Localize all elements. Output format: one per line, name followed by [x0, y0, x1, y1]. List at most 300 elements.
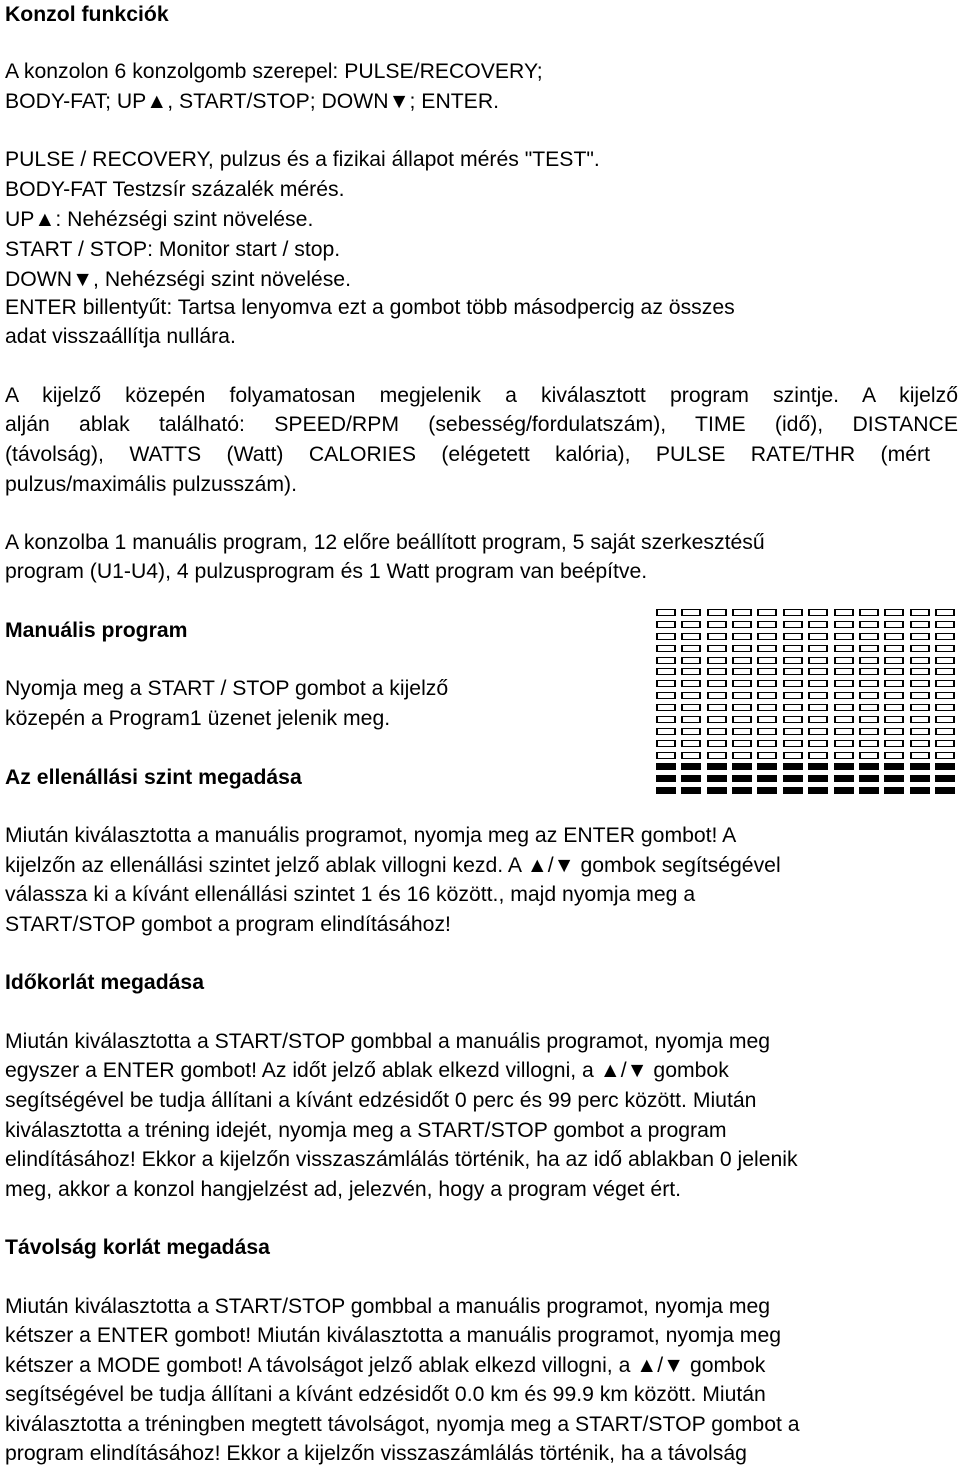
function-pulse: PULSE / RECOVERY, pulzus és a fizikai állapot mérés "TEST". [5, 148, 600, 171]
level-bar-hollow [937, 693, 953, 698]
level-bar-hollow [658, 610, 674, 615]
level-bar-hollow [759, 646, 775, 651]
level-bar-segment [707, 704, 727, 711]
level-bar-hollow [709, 753, 725, 758]
level-bar-segment [707, 763, 727, 770]
level-bar-segment [707, 657, 727, 664]
level-bar-hollow [861, 681, 877, 686]
level-bar-segment [707, 668, 727, 675]
level-bar-segment [808, 787, 828, 794]
level-bar-segment [834, 716, 854, 723]
level-bar-segment [834, 680, 854, 687]
level-bar-segment [681, 609, 701, 616]
level-bar-hollow [912, 741, 928, 746]
level-bar-hollow [937, 741, 953, 746]
level-bar-hollow [709, 658, 725, 663]
level-bar-segment [834, 609, 854, 616]
level-bar-segment [783, 728, 803, 735]
level-bar-segment [808, 692, 828, 699]
level-bar-hollow [861, 741, 877, 746]
level-bar-segment [859, 752, 879, 759]
level-bar-segment [910, 692, 930, 699]
level-bar-segment [935, 787, 955, 794]
level-bar-hollow [734, 610, 750, 615]
level-bar-hollow [912, 658, 928, 663]
level-bar-hollow [810, 622, 826, 627]
level-bar-hollow [734, 717, 750, 722]
level-bar-segment [859, 680, 879, 687]
level-bar-segment [910, 787, 930, 794]
level-bar-hollow [836, 681, 852, 686]
level-bar-hollow [861, 753, 877, 758]
level-bar-segment [859, 633, 879, 640]
level-bar-segment [884, 704, 904, 711]
level-bar-segment [834, 692, 854, 699]
level-bar-segment [935, 680, 955, 687]
level-bar-segment [757, 692, 777, 699]
level-bar-hollow [658, 705, 674, 710]
level-bar-hollow [658, 634, 674, 639]
level-bar-hollow [683, 610, 699, 615]
distance-limit-line-1: Miután kiválasztotta a START/STOP gombbal a manuális programot, nyomja meg [5, 1295, 771, 1318]
level-bar-hollow [683, 693, 699, 698]
level-bar-hollow [886, 646, 902, 651]
level-bar-segment [783, 645, 803, 652]
level-bar-hollow [836, 717, 852, 722]
level-bar-segment [884, 609, 904, 616]
level-bar-segment [757, 633, 777, 640]
level-bar-segment [656, 668, 676, 675]
display-para-line-2: alján ablak található: SPEED/RPM (sebesség/fordulatszám), TIME (idő), DISTANCE [5, 413, 958, 436]
level-bar-hollow [683, 741, 699, 746]
level-bar-segment [707, 633, 727, 640]
time-limit-line-3: segítségével be tudja állítani a kívánt edzésidőt 0 perc és 99 perc között. Miután [5, 1089, 757, 1112]
level-bar-hollow [785, 622, 801, 627]
level-bar-segment [783, 787, 803, 794]
level-bar-hollow [658, 729, 674, 734]
level-bar-hollow [734, 681, 750, 686]
level-bar-segment [732, 763, 752, 770]
level-bar-segment [859, 657, 879, 664]
level-bar-hollow [886, 693, 902, 698]
level-bar-segment [681, 728, 701, 735]
level-bar-hollow [861, 658, 877, 663]
level-bar-hollow [810, 729, 826, 734]
level-bar-hollow [861, 622, 877, 627]
level-bar-segment [884, 645, 904, 652]
level-bar-segment [808, 763, 828, 770]
level-bar-segment [732, 740, 752, 747]
level-bar-hollow [810, 717, 826, 722]
level-bar-hollow [836, 741, 852, 746]
level-bar-segment [808, 680, 828, 687]
resistance-heading: Az ellenállási szint megadása [5, 766, 302, 789]
manual-line-2: közepén a Program1 üzenet jelenik meg. [5, 707, 391, 730]
level-bar-segment [681, 657, 701, 664]
level-bar-hollow [836, 646, 852, 651]
level-bar-segment [935, 763, 955, 770]
level-bar-hollow [759, 610, 775, 615]
function-enter-cont: adat visszaállítja nullára. [5, 325, 236, 348]
level-bar-segment [757, 787, 777, 794]
level-bar-hollow [836, 669, 852, 674]
level-bar-hollow [912, 705, 928, 710]
level-bar-hollow [785, 610, 801, 615]
display-para-line-3: (távolság), WATTS (Watt) CALORIES (elégetett kalória), PULSE RATE/THR (mért [5, 443, 930, 466]
level-bar-segment [935, 740, 955, 747]
level-bar-hollow [785, 658, 801, 663]
level-bar-segment [910, 716, 930, 723]
level-bar-segment [808, 704, 828, 711]
level-bar-segment [681, 668, 701, 675]
level-bar-hollow [658, 669, 674, 674]
level-bar-segment [757, 716, 777, 723]
level-bar-hollow [937, 622, 953, 627]
level-bar-hollow [836, 705, 852, 710]
level-bar-segment [656, 692, 676, 699]
level-bar-hollow [658, 741, 674, 746]
level-bar-segment [681, 692, 701, 699]
level-bar-hollow [709, 717, 725, 722]
level-bar-segment [834, 704, 854, 711]
level-bar-segment [757, 657, 777, 664]
level-bar-segment [681, 716, 701, 723]
level-bar-segment [859, 692, 879, 699]
level-bar-hollow [886, 669, 902, 674]
resistance-line-4: START/STOP gombot a program elindításához! [5, 913, 451, 936]
level-bar-segment [884, 633, 904, 640]
level-bar-hollow [709, 705, 725, 710]
level-bar-hollow [861, 646, 877, 651]
level-bar-segment [808, 621, 828, 628]
level-bar-hollow [886, 717, 902, 722]
level-bar-segment [656, 787, 676, 794]
level-bar-segment [834, 621, 854, 628]
level-bar-segment [884, 621, 904, 628]
level-bar-segment [681, 645, 701, 652]
level-bar-segment [859, 716, 879, 723]
level-bar-segment [732, 621, 752, 628]
level-bar-segment [707, 621, 727, 628]
level-bar-hollow [810, 705, 826, 710]
level-bar-hollow [734, 753, 750, 758]
level-bar-segment [757, 752, 777, 759]
level-bar-segment [834, 752, 854, 759]
level-bar-hollow [683, 705, 699, 710]
level-bar-hollow [912, 729, 928, 734]
level-bar-segment [732, 668, 752, 675]
level-bar-hollow [734, 622, 750, 627]
resistance-line-2: kijelzőn az ellenállási szintet jelző ablak villogni kezd. A ▲/▼ gombok segítségével [5, 854, 781, 877]
level-bar-segment [681, 740, 701, 747]
level-bar-hollow [709, 669, 725, 674]
intro-line-2: BODY-FAT; UP▲, START/STOP; DOWN▼; ENTER. [5, 90, 500, 113]
intro-line-1: A konzolon 6 konzolgomb szerepel: PULSE/RECOVERY; [5, 60, 543, 83]
manual-line-1: Nyomja meg a START / STOP gombot a kijelző [5, 677, 449, 700]
time-limit-line-5: elindításához! Ekkor a kijelzőn visszaszámlálás történik, ha az idő ablakban 0 jelenik [5, 1148, 798, 1171]
level-bar-segment [859, 668, 879, 675]
level-bar-hollow [810, 634, 826, 639]
level-bar-hollow [709, 610, 725, 615]
level-bar-segment [783, 657, 803, 664]
resistance-line-1: Miután kiválasztotta a manuális programot, nyomja meg az ENTER gombot! A [5, 824, 737, 847]
time-limit-line-1: Miután kiválasztotta a START/STOP gombbal a manuális programot, nyomja meg [5, 1030, 771, 1053]
level-bar-segment [732, 775, 752, 782]
level-bar-segment [910, 668, 930, 675]
level-bar-hollow [709, 634, 725, 639]
level-bar-segment [757, 704, 777, 711]
level-bar-segment [656, 763, 676, 770]
level-bar-segment [783, 668, 803, 675]
level-bar-hollow [734, 705, 750, 710]
level-bar-segment [656, 716, 676, 723]
level-bar-segment [732, 645, 752, 652]
level-bar-segment [783, 775, 803, 782]
function-down: DOWN▼, Nehézségi szint növelése. [5, 268, 351, 291]
level-bar-segment [884, 680, 904, 687]
level-bar-hollow [759, 669, 775, 674]
level-bar-hollow [937, 634, 953, 639]
level-bar-hollow [785, 729, 801, 734]
level-bar-segment [681, 752, 701, 759]
level-bar-hollow [861, 634, 877, 639]
level-bar-hollow [861, 729, 877, 734]
level-bar-segment [808, 657, 828, 664]
level-bar-segment [859, 704, 879, 711]
level-bar-segment [757, 621, 777, 628]
level-bar-segment [783, 704, 803, 711]
level-bar-hollow [886, 741, 902, 746]
level-bar-segment [935, 668, 955, 675]
level-bar-hollow [912, 610, 928, 615]
level-bar-segment [935, 633, 955, 640]
level-bar-hollow [937, 610, 953, 615]
level-bar-hollow [810, 693, 826, 698]
level-bar-hollow [658, 622, 674, 627]
level-bar-hollow [683, 729, 699, 734]
level-display-image [653, 609, 958, 799]
level-bar-segment [707, 775, 727, 782]
level-bar-segment [910, 633, 930, 640]
level-bar-segment [656, 740, 676, 747]
level-bar-segment [681, 787, 701, 794]
level-bar-hollow [759, 622, 775, 627]
level-bar-segment [834, 668, 854, 675]
level-bar-hollow [785, 753, 801, 758]
level-bar-segment [935, 775, 955, 782]
level-bar-segment [859, 763, 879, 770]
level-bar-hollow [759, 741, 775, 746]
level-bar-hollow [759, 753, 775, 758]
level-bar-hollow [836, 658, 852, 663]
function-start-stop: START / STOP: Monitor start / stop. [5, 238, 341, 261]
level-bar-hollow [836, 634, 852, 639]
level-bar-segment [834, 728, 854, 735]
level-bar-segment [783, 692, 803, 699]
display-para-line-4: pulzus/maximális pulzusszám). [5, 473, 298, 496]
level-bar-hollow [709, 729, 725, 734]
time-limit-line-2: egyszer a ENTER gombot! Az időt jelző ablak elkezd villogni, a ▲/▼ gombok [5, 1059, 729, 1082]
level-bar-hollow [709, 693, 725, 698]
level-bar-segment [732, 704, 752, 711]
level-bar-segment [656, 752, 676, 759]
level-bar-segment [935, 645, 955, 652]
level-bar-hollow [759, 681, 775, 686]
level-bar-segment [783, 680, 803, 687]
time-limit-heading: Időkorlát megadása [5, 971, 204, 994]
level-bar-hollow [937, 681, 953, 686]
level-bar-segment [808, 740, 828, 747]
level-bar-segment [783, 716, 803, 723]
distance-limit-heading: Távolság korlát megadása [5, 1236, 270, 1259]
distance-limit-line-5: kiválasztotta a tréningben megtett távolságot, nyomja meg a START/STOP gombot a [5, 1413, 800, 1436]
level-bar-segment [656, 657, 676, 664]
level-bar-segment [834, 775, 854, 782]
level-bar-hollow [683, 717, 699, 722]
level-bar-segment [935, 704, 955, 711]
level-bar-segment [884, 787, 904, 794]
level-bar-segment [757, 609, 777, 616]
programs-para-line-1: A konzolba 1 manuális program, 12 előre beállított program, 5 saját szerkesztésű [5, 531, 765, 554]
level-bar-segment [910, 775, 930, 782]
level-bar-hollow [861, 693, 877, 698]
programs-para-line-2: program (U1-U4), 4 pulzusprogram és 1 Watt program van beépítve. [5, 560, 648, 583]
level-bar-hollow [886, 658, 902, 663]
level-bar-hollow [861, 610, 877, 615]
level-bar-segment [910, 752, 930, 759]
level-bar-hollow [886, 729, 902, 734]
level-bar-segment [707, 752, 727, 759]
level-bar-segment [884, 692, 904, 699]
level-bar-hollow [683, 753, 699, 758]
level-bar-segment [732, 633, 752, 640]
level-bar-segment [808, 775, 828, 782]
level-bar-segment [656, 680, 676, 687]
level-bar-segment [783, 633, 803, 640]
level-bar-hollow [886, 634, 902, 639]
display-para-line-1: A kijelző közepén folyamatosan megjelenik a kiválasztott program szintje. A kijelző [5, 384, 958, 407]
level-bar-segment [884, 668, 904, 675]
level-bar-segment [884, 763, 904, 770]
level-bar-segment [732, 609, 752, 616]
level-bar-segment [707, 728, 727, 735]
level-bar-hollow [810, 669, 826, 674]
level-bar-segment [910, 645, 930, 652]
level-bar-segment [656, 728, 676, 735]
level-bar-segment [757, 680, 777, 687]
level-bar-segment [656, 633, 676, 640]
level-bar-segment [707, 716, 727, 723]
level-bar-hollow [759, 634, 775, 639]
level-bar-hollow [683, 681, 699, 686]
level-bar-segment [910, 680, 930, 687]
level-bar-hollow [658, 693, 674, 698]
level-bar-segment [757, 668, 777, 675]
level-bar-hollow [937, 729, 953, 734]
level-bar-segment [808, 716, 828, 723]
level-bar-segment [910, 728, 930, 735]
level-bar-hollow [912, 646, 928, 651]
level-bar-segment [808, 728, 828, 735]
level-bar-segment [707, 740, 727, 747]
level-bar-hollow [912, 681, 928, 686]
level-bar-segment [859, 775, 879, 782]
function-body-fat: BODY-FAT Testzsír százalék mérés. [5, 178, 345, 201]
level-bar-segment [808, 609, 828, 616]
level-bar-segment [732, 787, 752, 794]
level-bar-segment [935, 716, 955, 723]
level-bar-hollow [759, 693, 775, 698]
level-bar-hollow [861, 705, 877, 710]
level-bar-hollow [683, 669, 699, 674]
level-bar-segment [732, 752, 752, 759]
time-limit-line-4: kiválasztotta a tréning idejét, nyomja meg a START/STOP gombot a program [5, 1119, 727, 1142]
level-bar-segment [834, 657, 854, 664]
level-bar-hollow [810, 681, 826, 686]
level-bar-segment [859, 787, 879, 794]
level-bar-segment [707, 680, 727, 687]
level-bar-segment [859, 728, 879, 735]
level-bar-hollow [912, 669, 928, 674]
level-bar-segment [935, 609, 955, 616]
level-bar-hollow [912, 753, 928, 758]
level-bar-segment [834, 645, 854, 652]
level-bar-segment [910, 704, 930, 711]
level-bar-segment [707, 787, 727, 794]
level-bar-hollow [886, 610, 902, 615]
level-bar-segment [859, 740, 879, 747]
level-bar-hollow [810, 753, 826, 758]
level-bar-hollow [937, 669, 953, 674]
level-bar-hollow [836, 729, 852, 734]
level-bar-segment [859, 621, 879, 628]
level-bar-segment [656, 609, 676, 616]
level-bar-segment [783, 763, 803, 770]
level-bar-segment [732, 657, 752, 664]
level-bar-segment [681, 680, 701, 687]
level-bar-hollow [785, 634, 801, 639]
level-bar-segment [681, 763, 701, 770]
level-bar-segment [757, 740, 777, 747]
level-bar-hollow [937, 717, 953, 722]
level-bar-hollow [912, 634, 928, 639]
level-bar-segment [884, 716, 904, 723]
level-bar-hollow [785, 681, 801, 686]
level-bar-segment [707, 645, 727, 652]
level-bar-segment [757, 645, 777, 652]
level-bar-hollow [785, 693, 801, 698]
level-bar-hollow [734, 634, 750, 639]
level-bar-hollow [937, 753, 953, 758]
level-bar-segment [834, 787, 854, 794]
level-bar-hollow [709, 622, 725, 627]
level-bar-hollow [734, 741, 750, 746]
level-bar-hollow [810, 658, 826, 663]
page-title: Konzol funkciók [5, 3, 169, 26]
level-bar-segment [884, 740, 904, 747]
level-bar-hollow [810, 741, 826, 746]
level-bar-segment [656, 621, 676, 628]
level-bar-hollow [937, 705, 953, 710]
level-bar-hollow [836, 753, 852, 758]
function-up: UP▲: Nehézségi szint növelése. [5, 208, 314, 231]
level-bar-segment [910, 740, 930, 747]
level-bar-hollow [734, 658, 750, 663]
level-bar-hollow [785, 741, 801, 746]
distance-limit-line-3: kétszer a MODE gombot! A távolságot jelző ablak elkezd villogni, a ▲/▼ gombok [5, 1354, 766, 1377]
level-bar-hollow [658, 753, 674, 758]
level-bar-hollow [937, 658, 953, 663]
